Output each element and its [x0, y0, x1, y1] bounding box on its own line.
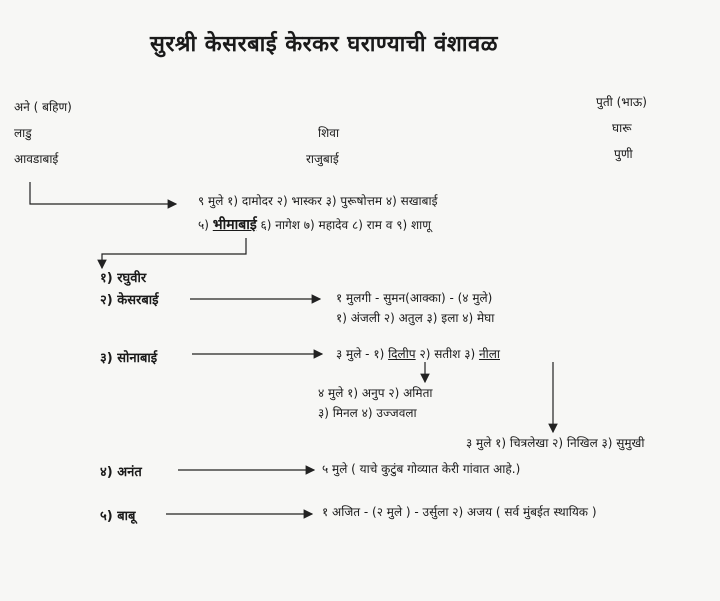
nila-name: नीला: [478, 347, 500, 361]
child-raghuvir: १) रघुवीर: [100, 271, 147, 286]
left-col-line1: अने ( बहिण): [14, 100, 72, 114]
kesarbai-daughter: १ मुलगी - सुमन(आक्का) - (४ मुले): [336, 291, 493, 305]
dilip-name: दिलीप: [388, 347, 416, 361]
sonabai-prefix: ३ मुले - १): [336, 347, 385, 361]
child-anant: ४) अनंत: [100, 465, 142, 480]
connector-bhimabai: [102, 238, 246, 268]
kesarbai-grandchildren: १) अंजली २) अतुल ३) इला ४) मेघा: [336, 311, 495, 325]
nine-children-row2-prefix: ५): [198, 218, 209, 232]
anant-family: ५ मुले ( याचे कुटुंब गोव्यात केरी गांवात आहे.): [322, 462, 521, 476]
child-kesarbai: २) केसरबाई: [100, 293, 159, 308]
page-title: सुरश्री केसरबाई केरकर घराण्याची वंशावळ: [150, 32, 499, 57]
dilip-children-row2: ३) मिनल ४) उज्जवला: [318, 406, 417, 420]
nila-children: ३ मुले १) चित्रलेखा २) निखिल ३) सुमुखी: [466, 436, 645, 450]
right-col-line3: पुणी: [614, 147, 633, 161]
bhimabai-name: भीमाबाई: [212, 217, 257, 233]
babu-family: १ अजित - (२ मुले ) - उर्सुला २) अजय ( सर्व मुंबईत स्थायिक ): [322, 505, 597, 519]
right-col-line1: पुती (भाऊ): [596, 95, 647, 109]
center-col-line2: राजुबाई: [306, 152, 339, 166]
left-col-line3: आवडाबाई: [14, 152, 59, 166]
right-col-line2: घारू: [612, 121, 632, 135]
sonabai-mid: २) सतीश ३): [419, 347, 476, 361]
center-col-line1: शिवा: [318, 126, 340, 140]
child-sonabai: ३) सोनाबाई: [100, 351, 158, 366]
left-col-line2: लाडु: [14, 126, 32, 140]
child-babu: ५) बाबू: [100, 509, 136, 524]
dilip-children-row1: ४ मुले १) अनुप २) अमिता: [318, 386, 433, 400]
nine-children-row2-rest: ६) नागेश ७) महादेव ८) राम व ९) शाणू: [260, 218, 431, 232]
connector-ancestors: [30, 182, 176, 204]
nine-children-row1: ९ मुले १) दामोदर २) भास्कर ३) पुरूषोत्तम ४) सखाबाई: [198, 194, 438, 208]
